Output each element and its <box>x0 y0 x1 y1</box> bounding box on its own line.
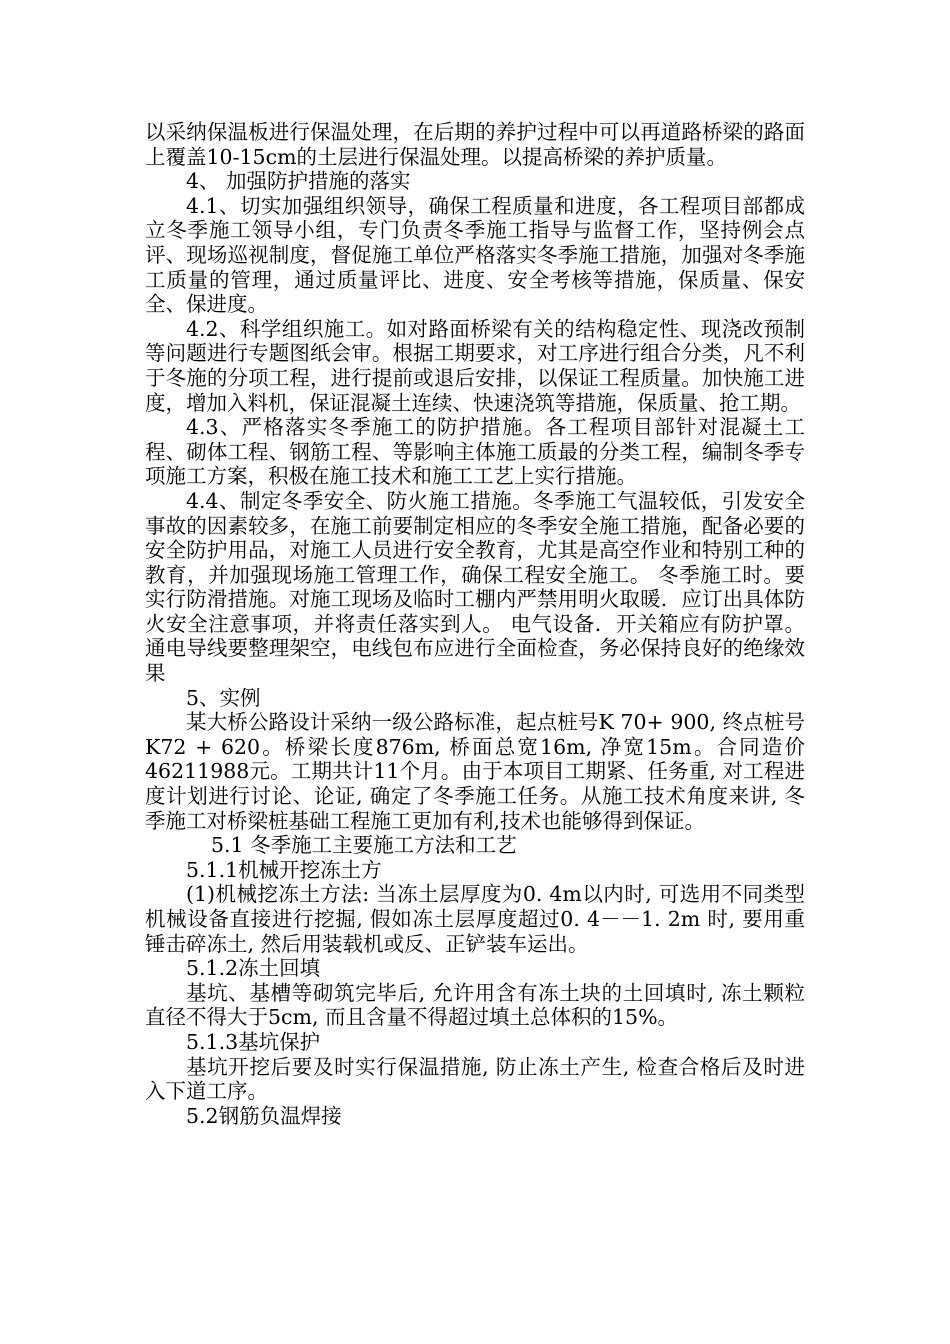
heading-5-2: 5.2钢筋负温焊接 <box>186 1103 342 1128</box>
document-page <box>145 120 805 1128</box>
paragraph-5-1-3: 基坑开挖后要及时实行保温措施, 防止冻土产生, 检查合格后及时进入下道工序。 <box>145 1054 805 1104</box>
paragraph-5-1-1: (1)机械挖冻土方法: 当冻土层厚度为0. 4m以内时, 可选用不同类型机械设备直接进行挖掘, 假如冻土层厚度超过0. 4－－1. 2m 时, 要用重锤击碎冻土, 然后用装载机或反、正铲装车运出。 <box>145 882 805 956</box>
heading-4: 4、 加强防护措施的落实 <box>186 169 411 194</box>
paragraph-4-4: 4.4、制定冬季安全、防火施工措施。冬季施工气温较低，引发安全事故的因素较多，在施工前要制定相应的冬季安全施工措施，配备必要的安全防护用品，对施工人员进行安全教育，尤其是高空作业和特别工种的教育，并加强现场施工管理工作，确保工程安全施工。 冬季施工时。要实行防滑措施。对施工现场及临时工棚内严禁用明火取暖．应订出具体防火安全注意事项，并将责任落实到人。 电气设备．开关箱应有防护罩。通电导线要整理架空，电线包布应进行全面检查，务必保持良好的绝缘效果 <box>145 488 805 686</box>
heading-5-1: 5.1 冬季施工主要施工方法和工艺 <box>211 833 517 858</box>
paragraph-example: 某大桥公路设计采纳一级公路标准，起点桩号K 70+ 900, 终点桩号K72 + 620。桥梁长度876m, 桥面总宽16m, 净宽15m。合同造价46211988元。工期共计11个月。由于本项目工期紧、任务重, 对工程进度计划进行讨论、论证, 确定了冬季施工任务。从施工技术角度来讲, 冬季施工对桥梁桩基础工程施工更加有利,技术也能够得到保证。 <box>145 710 805 833</box>
paragraph-4-3: 4.3、严格落实冬季施工的防护措施。各工程项目部针对混凝土工程、砌体工程、钢筋工程、等影响主体施工质最的分类工程，编制冬季专项施工方案，积极在施工技术和施工工艺上实行措施。 <box>145 415 805 489</box>
paragraph-4-2: 4.2、科学组织施工。如对路面桥梁有关的结构稳定性、现浇改预制等问题进行专题图纸会审。根据工期要求，对工序进行组合分类，凡不利于冬施的分项工程，进行提前或退后安排，以保证工程质量。加快施工进度，增加入料机，保证混凝土连续、快速浇筑等措施，保质量、抢工期。 <box>145 316 805 415</box>
paragraph-5-1-2: 基坑、基槽等砌筑完毕后, 允许用含有冻土块的土回填时, 冻土颗粒直径不得大于5cm, 而且含量不得超过填土总体积的15%。 <box>145 980 805 1030</box>
heading-5: 5、实例 <box>186 685 261 710</box>
paragraph-4-1: 4.1、切实加强组织领导，确保工程质量和进度，各工程项目部都成立冬季施工领导小组，专门负责冬季施工指导与监督工作，坚持例会点评、现场巡视制度，督促施工单位严格落实冬季施工措施，加强对冬季施工质量的管理，通过质量评比、进度、安全考核等措施，保质量、保安全、保进度。 <box>145 193 805 317</box>
heading-5-1-3: 5.1.3基坑保护 <box>186 1029 321 1054</box>
paragraph-insulation: 以采纳保温板进行保温处理，在后期的养护过程中可以再道路桥梁的路面上覆盖10-15cm的土层进行保温处理。以提高桥梁的养护质量。 <box>145 120 805 169</box>
heading-5-1-1: 5.1.1机械开挖冻土方 <box>186 857 382 882</box>
heading-5-1-2: 5.1.2冻土回填 <box>186 956 321 981</box>
